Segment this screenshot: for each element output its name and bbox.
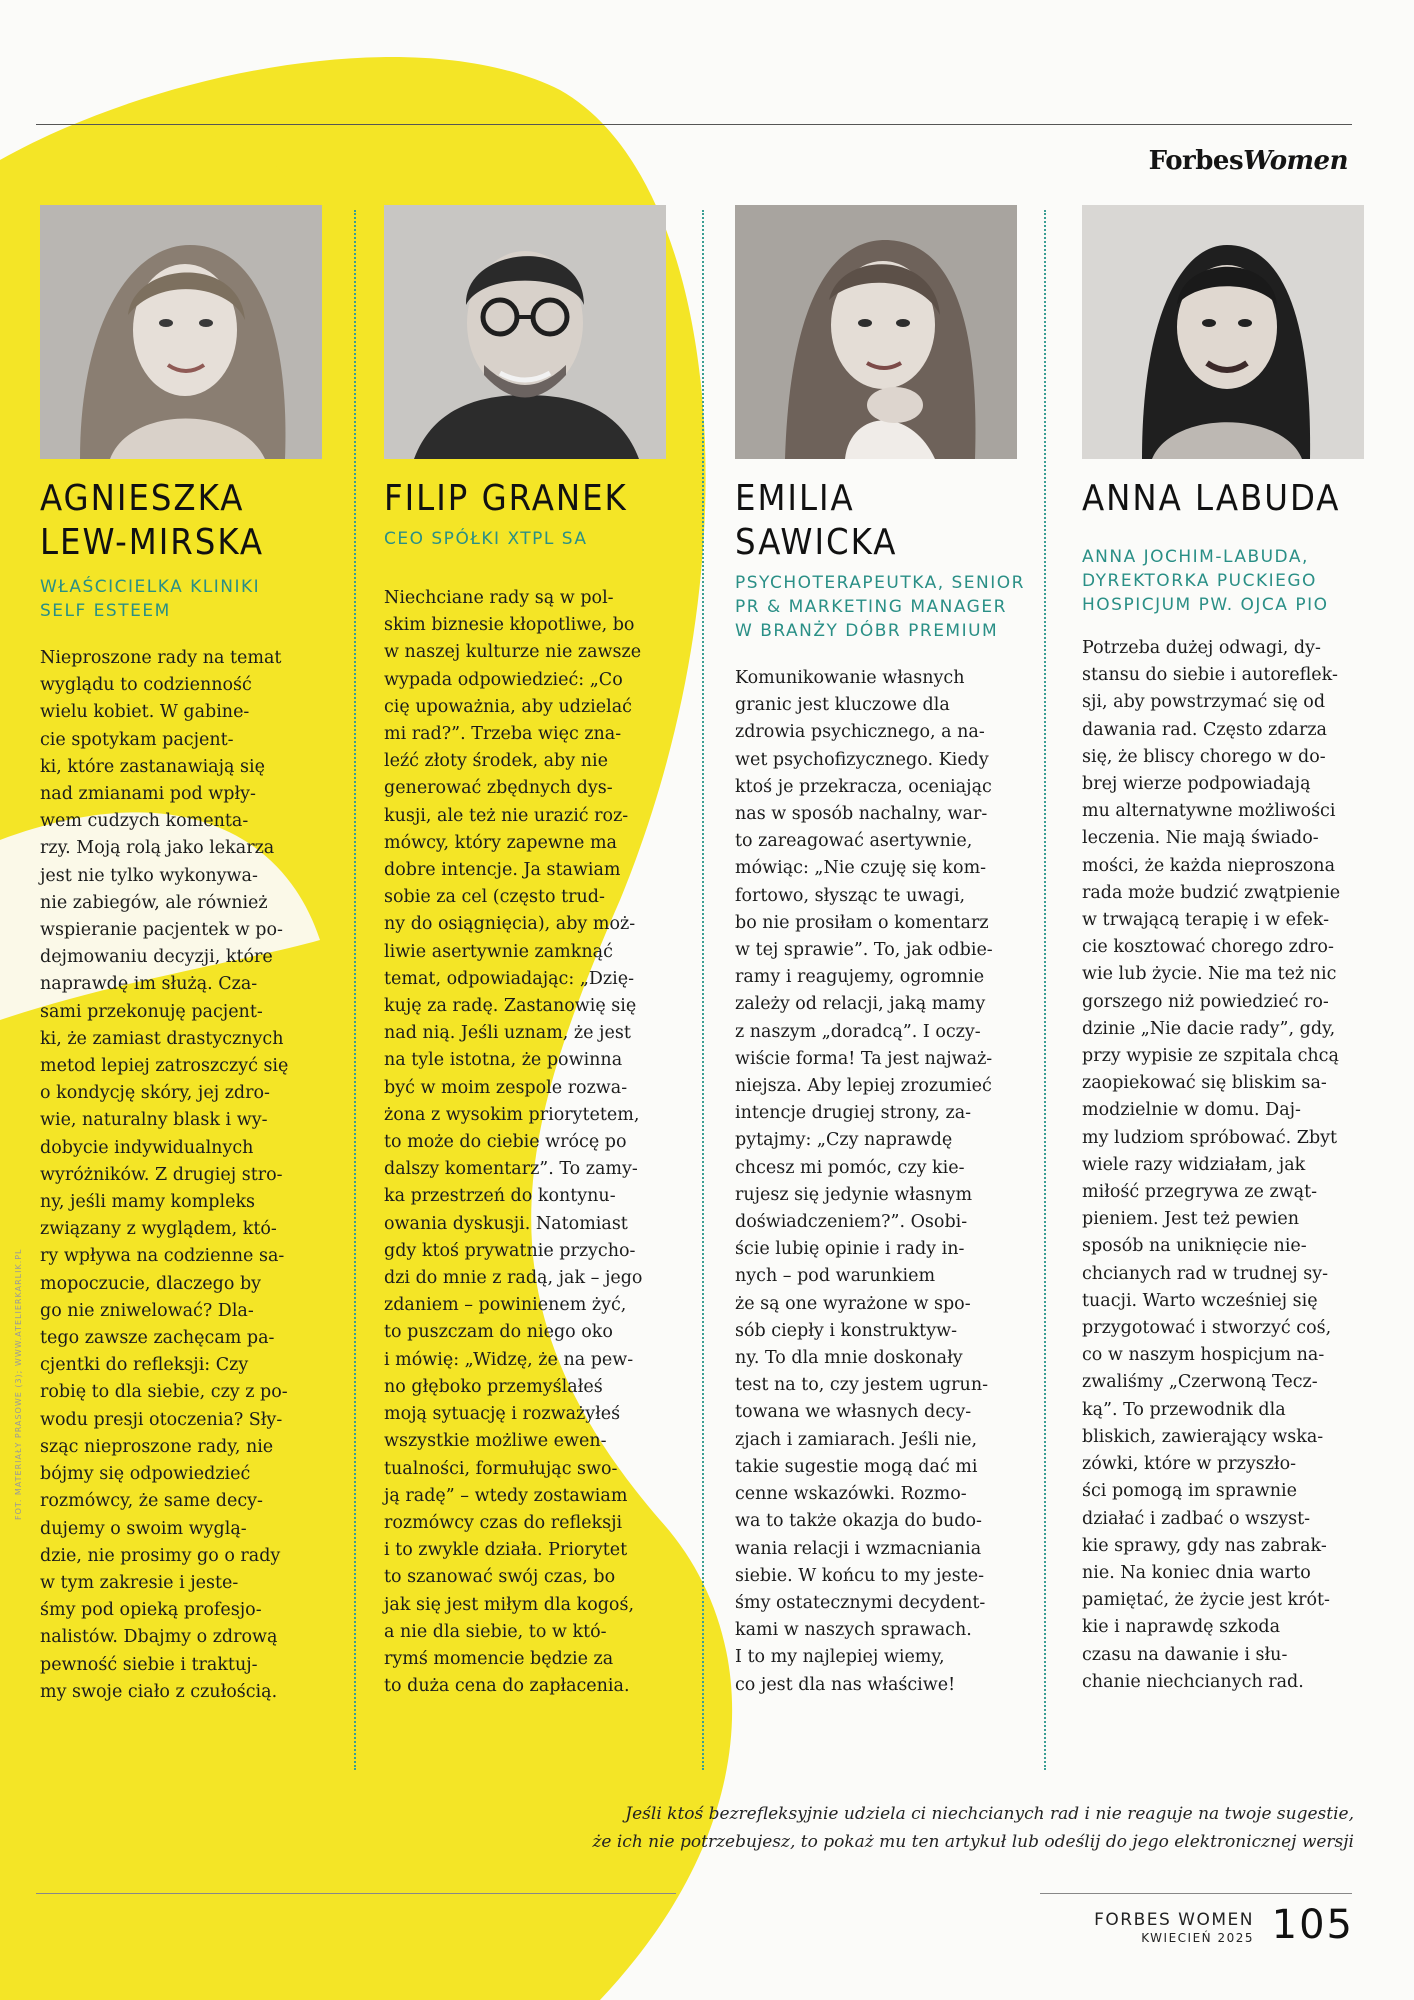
publication-info (1094, 1910, 1254, 1946)
photo-credit: FOT. MATERIAŁY PRASOWE (3); WWW.ATELIERKARLIK.PL (14, 1248, 23, 1520)
portrait-photo-icon (1082, 205, 1364, 459)
forbes-women-logo (1149, 146, 1348, 176)
footnote (454, 1800, 1354, 1856)
top-rule (36, 124, 1352, 125)
profile-name: EMILIA SAWICKA (735, 478, 898, 563)
column-divider (702, 210, 704, 1770)
profile-role: CEO SPÓŁKI XTPL SA (384, 529, 588, 549)
portrait-photo-icon (384, 205, 666, 459)
profile-text: Nieproszone rady na temat wyglądu to codzienność wielu kobiet. W gabine- cie spotykam pacjent- ki, które zastanawiają się nad zmianami pod wpły- wem cudzych komenta- rzy. Moją rolą jako lekarza jest nie tylko wykonywa- nie zabiegów, ale również wspieranie pacjentek w po- dejmowaniu decyzji, które naprawdę im służą. Cza- sami przekonuję pacjent- ki, że zamiast drastycznych metod lepiej zatroszczyć się o kondycję skóry, jej zdro- wie, naturalny blask i wy- dobycie indywidualnych wyróżników. Z drugiej stro- ny, jeśli mamy kompleks związany z wyglądem, któ- ry wpływa na codzienne sa- mopoczucie, dlaczego by go nie zniwelować? Dla- tego zawsze zachęcam pa- cjentki do refleksji: Czy robię to dla siebie, czy z po- wodu presji otoczenia? Sły- sząc nieproszone rady, nie bójmy się odpowiedzieć rozmówcy, że same decy- dujemy o swoim wyglą- dzie, nie prosimy go o rady w tym zakresie i jeste- śmy pod opieką profesjo- nalistów. Dbajmy o zdrową pewność siebie i traktuj- my swoje ciało z czułością. (40, 648, 289, 1702)
portrait-man-glasses (384, 205, 666, 459)
profile-name: AGNIESZKA LEW-MIRSKA (40, 478, 265, 563)
portrait-woman-dark-hair (1082, 205, 1364, 459)
portrait-woman-chin-on-hand (735, 205, 1017, 459)
profile-name: ANNA LABUDA (1082, 478, 1341, 519)
footer-rule (1040, 1893, 1352, 1894)
page-number: 105 (1271, 1902, 1354, 1948)
column-divider (354, 210, 356, 1770)
profile-role: PSYCHOTERAPEUTKA, SENIOR PR & MARKETING MANAGER W BRANŻY DÓBR PREMIUM (735, 573, 1025, 641)
profile-text: Niechciane rady są w pol- skim biznesie kłopotliwe, bo w naszej kulturze nie zawsze wypada odpowiedzieć: „Co cię upoważnia, aby udzielać mi rad?”. Trzeba więc zna- leźć złoty środek, aby nie generować zbędnych dys- kusji, ale też nie urazić roz- mówcy, który zapewne ma dobre intencje. Ja stawiam sobie za cel (często trud- ny do osiągnięcia), aby moż- liwie asertywnie zamknąć temat, odpowiadając: „Dzię- kuję za radę. Zastanowię się nad nią. Jeśli uznam, że jest na tyle istotna, że powinna być w moim zespole rozwa- żona z wysokim priorytetem, to może do ciebie wrócę po dalszy komentarz”. To zamy- ka przestrzeń do kontynu- owania dyskusji. Natomiast gdy ktoś prywatnie przycho- dzi do mnie z radą, jak – jego zdaniem – powinienem żyć, to puszczam do niego oko i mówię: „Widzę, że na pew- no głęboko przemyślałeś moją sytuację i rozważyłeś wszystkie możliwe ewen- tualności, formułując swo- ją radę” – wtedy zostawiam rozmówcy czas do refleksji i to zwykle działa. Priorytet to szanować swój czas, bo jak się jest miłym dla kogoś, a nie dla siebie, to w któ- rymś momencie będzie za to duża cena do zapłacenia. (384, 588, 643, 1697)
profile-name: FILIP GRANEK (384, 478, 628, 519)
footnote-line-2: że ich nie potrzebujesz, to pokaż mu ten artykuł lub odeślij do jego elektronicznej wersji (592, 1832, 1354, 1852)
profile-text: Komunikowanie własnych granic jest kluczowe dla zdrowia psychicznego, a na- wet psychofizycznego. Kiedy ktoś je przekracza, oceniając nas w sposób nachalny, war- to zareagować asertywnie, mówiąc: „Nie czuję się kom- fortowo, słysząc te uwagi, bo nie prosiłam o komentarz w tej sprawie”. To, jak odbie- ramy i reagujemy, ogromnie zależy od relacji, jaką mamy z naszym „doradcą”. I oczy- wiście forma! Ta jest najważ- niejsza. Aby lepiej zrozumieć intencje drugiej strony, za- pytajmy: „Czy naprawdę chcesz mi pomóc, czy kie- rujesz się jedynie własnym doświadczeniem?”. Osobi- ście lubię opinie i rady in- nych – pod warunkiem że są one wyrażone w spo- sób ciepły i konstruktyw- ny. To dla mnie doskonały test na to, czy jestem ugrun- towana we własnych decy- zjach i zamiarach. Jeśli nie, takie sugestie mogą dać mi cenne wskazówki. Rozmo- wa to także okazja do budo- wania relacji i wzmacniania siebie. W końcu to my jeste- śmy ostatecznymi decydent- kami w naszych sprawach. I to my najlepiej wiemy, co jest dla nas właściwe! (735, 668, 993, 1695)
portrait-photo-icon (735, 205, 1017, 459)
footnote-line-1: Jeśli ktoś bezrefleksyjnie udziela ci niechcianych rad i nie reaguje na twoje sugestie, (625, 1804, 1354, 1824)
column-divider (1044, 210, 1046, 1770)
publication-title: FORBES WOMEN (1094, 1910, 1254, 1930)
brand-women: Women (1243, 146, 1348, 176)
brand-forbes: Forbes (1148, 146, 1244, 176)
profile-role: WŁAŚCICIELKA KLINIKI SELF ESTEEM (40, 577, 261, 621)
profile-text: Potrzeba dużej odwagi, dy- stansu do siebie i autoreflek- sji, aby powstrzymać się od dawania rad. Często zdarza się, że bliscy chorego w do- brej wierze podpowiadają mu alternatywne możliwości leczenia. Nie mają świado- mości, że każda nieproszona rada może budzić zwątpienie w trwającą terapię i w efek- cie kosztować chorego zdro- wie lub życie. Nie ma też nic gorszego niż powiedzieć ro- dzinie „Nie dacie rady”, gdy, przy wypisie ze szpitala chcą zaopiekować się bliskim sa- modzielnie w domu. Daj- my ludziom spróbować. Zbyt wiele razy widziałam, jak miłość przegrywa ze zwąt- pieniem. Jest też pewien sposób na uniknięcie nie- chcianych rad w trudnej sy- tuacji. Warto wcześniej się przygotować i stworzyć coś, co w naszym hospicjum na- zwaliśmy „Czerwoną Tecz- ką”. To przewodnik dla bliskich, zawierający wska- zówki, które w przyszło- ści pomogą im sprawnie działać i zadbać o wszyst- kie sprawy, gdy nas zabrak- nie. Na koniec dnia warto pamiętać, że życie jest krót- kie i naprawdę szkoda czasu na dawanie i słu- chanie niechcianych rad. (1082, 638, 1341, 1692)
portrait-photo-icon (40, 205, 322, 459)
footer-rule (36, 1893, 676, 1894)
issue-date: KWIECIEŃ 2025 (1141, 1931, 1254, 1945)
portrait-woman-long-hair (40, 205, 322, 459)
profile-role: ANNA JOCHIM-LABUDA, DYREKTORKA PUCKIEGO HOSPICJUM PW. OJCA PIO (1082, 547, 1329, 615)
